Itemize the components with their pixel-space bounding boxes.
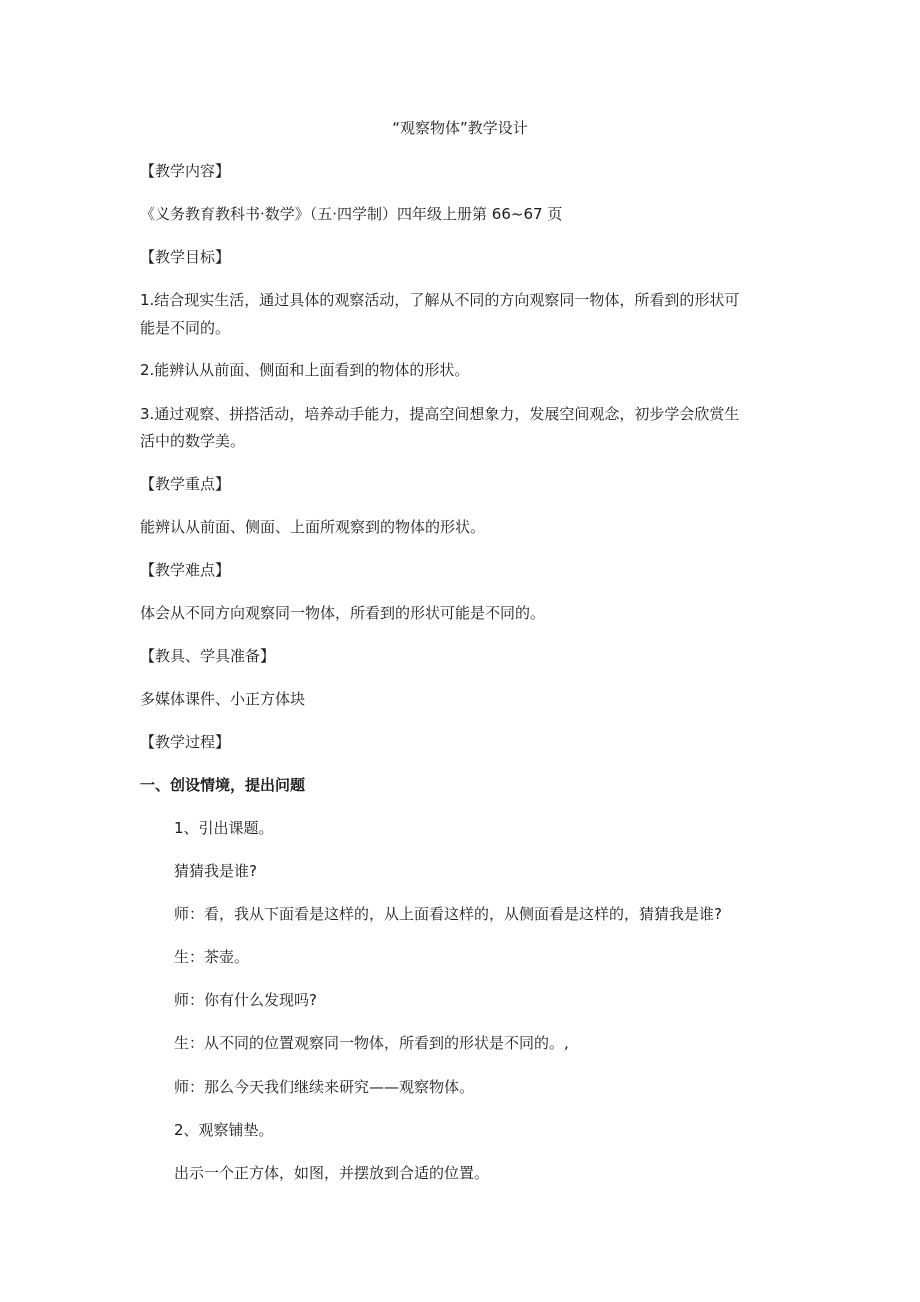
process-heading: 【教学过程】 bbox=[140, 733, 231, 751]
content-heading: 【教学内容】 bbox=[140, 162, 231, 180]
student-line-1: 生：茶壶。 bbox=[174, 948, 250, 966]
key-text: 能辨认从前面、侧面、上面所观察到的物体的形状。 bbox=[140, 518, 486, 536]
step-2-text: 出示一个正方体，如图，并摆放到合适的位置。 bbox=[174, 1164, 490, 1182]
document-title: “观察物体”教学设计 bbox=[392, 119, 528, 137]
key-heading: 【教学重点】 bbox=[140, 475, 231, 493]
goals-heading: 【教学目标】 bbox=[140, 248, 231, 266]
tools-text: 多媒体课件、小正方体块 bbox=[140, 690, 306, 708]
step-2: 2、观察铺垫。 bbox=[174, 1121, 274, 1139]
riddle-line: 猜猜我是谁? bbox=[174, 862, 257, 880]
content-text: 《义务教育教科书·数学》（五·四学制）四年级上册第 66~67 页 bbox=[140, 205, 563, 223]
teacher-line-2: 师：你有什么发现吗? bbox=[174, 991, 317, 1009]
difficulty-text: 体会从不同方向观察同一物体，所看到的形状可能是不同的。 bbox=[140, 604, 546, 622]
goal-2: 2.能辨认从前面、侧面和上面看到的物体的形状。 bbox=[140, 361, 470, 379]
goal-1-line-1: 1.结合现实生活，通过具体的观察活动，了解从不同的方向观察同一物体，所看到的形状可 bbox=[140, 291, 740, 309]
teacher-line-1: 师：看，我从下面看是这样的，从上面看这样的，从侧面看是这样的，猜猜我是谁? bbox=[174, 905, 722, 923]
difficulty-heading: 【教学难点】 bbox=[140, 561, 231, 579]
goal-1-line-2: 能是不同的。 bbox=[140, 319, 231, 337]
goal-3-line-1: 3.通过观察、拼搭活动，培养动手能力，提高空间想象力，发展空间观念，初步学会欣赏生 bbox=[140, 405, 740, 423]
tools-heading: 【教具、学具准备】 bbox=[140, 647, 276, 665]
section-1-heading: 一、创设情境，提出问题 bbox=[140, 776, 306, 794]
teacher-line-3: 师：那么今天我们继续来研究——观察物体。 bbox=[174, 1078, 475, 1096]
step-1: 1、引出课题。 bbox=[174, 819, 274, 837]
goal-3-line-2: 活中的数学美。 bbox=[140, 432, 246, 450]
student-line-2: 生：从不同的位置观察同一物体，所看到的形状是不同的。, bbox=[174, 1034, 569, 1052]
